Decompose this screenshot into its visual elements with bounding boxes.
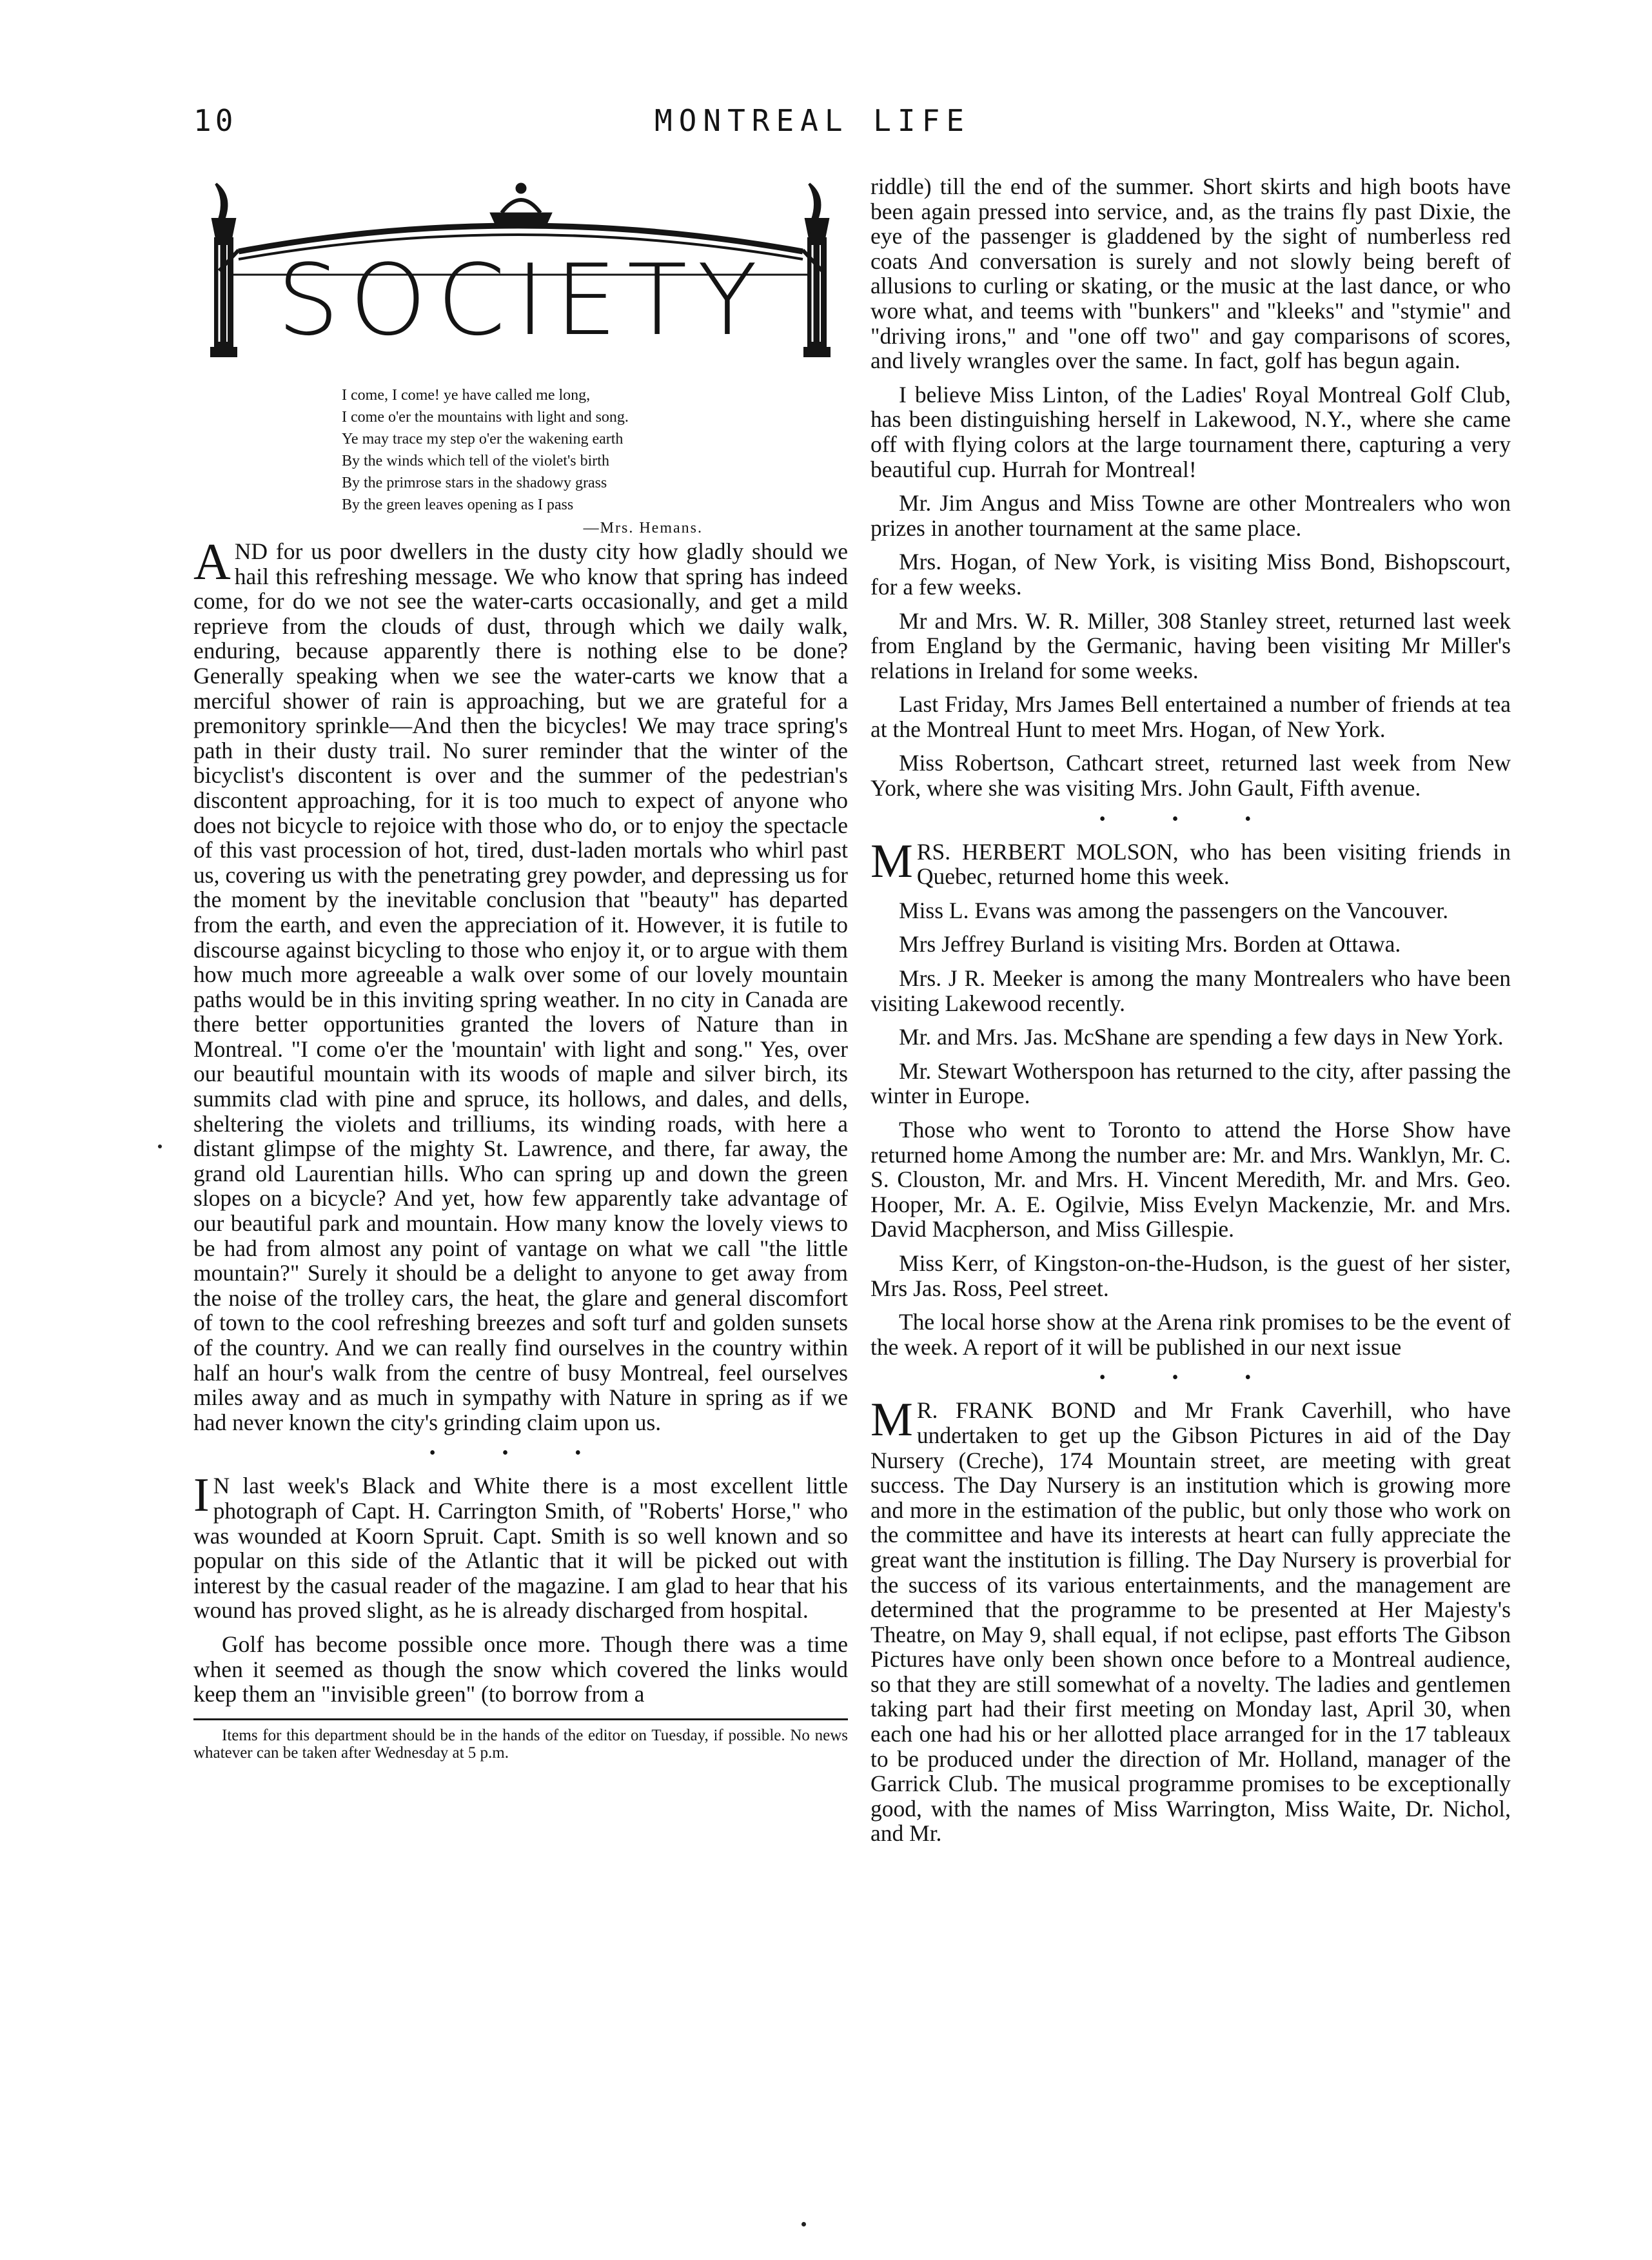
black-and-white-article [193,1469,848,1624]
golf-continued-paragraph: riddle) till the end of the summer. Short skirts and high boots have been again pressed into service, and, as the trains fly past Dixie, the eye of the passenger is gladdened by the sight of numberless red coats And conversation is surely and not slowly being bereft of allusions to curling or skating, or the music at the last dance, or who wore what, and teems with "bunkers" and "kleeks" and "stymie" and "driving irons," and "one off two" and gay comparisons of scores, and lively wrangles over the same. In fact, golf has begun again. [870,173,1511,374]
section-separator: • • • [1099,809,1283,829]
society-item: Miss Kerr, of Kingston-on-the-Hudson, is the guest of her sister, Mrs Jas. Ross, Peel street. [870,1250,1511,1301]
left-column [193,174,848,1771]
editorial-footnote: Items for this department should be in the hands of the editor on Tuesday, if possible. No news whatever can be taken after Wednesday at 5 p.m. [193,1726,848,1762]
poem-line: Ye may trace my step o'er the wakening earth [342,431,624,447]
society-item: Those who went to Toronto to attend the Horse Show have returned home Among the number are: Mr. and Mrs. Wanklyn, Mr. C. S. Clouston, Mr. and Mrs. H. Vincent Meredith, Mr. and Mrs. Geo. Hooper, Mr. A. E. Ogilvie, Miss Evelyn Mackenzie, Mr. and Mrs. David Macpherson, and Miss Gillespie. [870,1117,1511,1243]
society-item: Mr. Jim Angus and Miss Towne are other Montrealers who won prizes in another tournament at the same place. [870,490,1511,541]
page-number: 10 [193,103,237,138]
right-torch-icon [805,184,829,356]
gibson-pictures-article [870,1393,1511,1847]
society-masthead [193,174,848,368]
society-item: Mrs. Hogan, of New York, is visiting Miss Bond, Bishopscourt, for a few weeks. [870,549,1511,600]
society-item: Mr. Stewart Wotherspoon has returned to the city, after passing the winter in Europe. [870,1057,1511,1109]
poem-line: I come, I come! ye have called me long, [342,387,591,404]
society-item: Mr. and Mrs. Jas. McShane are spending a few days in New York. [899,1024,1504,1050]
drop-cap: M [870,834,913,888]
article-text: N last week's Black and White there is a most excellent little photograph of Capt. H. Carrington Smith, of "Roberts' Horse," who was wounded at Koorn Spruit. Capt. Smith is so well known and so popular on this side of the Atlantic that it will be picked out with interest by the casual reader of the magazine. I am glad to hear that his wound has proved slight, as he is already discharged from hospital. [193,1473,848,1624]
society-item: I believe Miss Linton, of the Ladies' Royal Montreal Golf Club, has been distinguishing herself in Lakewood, N.Y., where she came off with flying colors at the large tournament there, capturing a very beautiful cup. Hurrah for Montreal! [870,381,1511,482]
bottom-mark [801,2222,806,2226]
poem-attribution: —Mrs. Hemans. [583,520,703,536]
epigraph-poem [342,384,703,539]
running-head [193,103,1431,148]
society-item: Mrs Jeffrey Burland is visiting Mrs. Borden at Ottawa. [899,931,1401,958]
molson-item [870,834,1511,890]
poem-line: By the primrose stars in the shadowy grass [342,475,607,491]
society-item: Miss Robertson, Cathcart street, returned last week from New York, where she was visiting Mrs. John Gault, Fifth avenue. [870,750,1511,801]
running-title: MONTREAL LIFE [654,103,971,138]
section-separator: • • • [429,1443,613,1464]
item-text: RS. HERBERT MOLSON, who has been visiting friends in Quebec, returned home this week. [916,838,1511,890]
footnote-rule [193,1718,848,1720]
society-item: Last Friday, Mrs James Bell entertained a number of friends at tea at the Montreal Hunt to meet Mrs. Hogan, of New York. [870,691,1511,742]
spring-article [193,534,848,1435]
poem-line: I come o'er the mountains with light and song. [342,409,629,426]
society-item: Miss L. Evans was among the passengers on the Vancouver. [899,897,1449,923]
golf-paragraph: Golf has become possible once more. Though there was a time when it seemed as though the snow which covered the links would keep them an "invisible green" (to borrow from a [193,1631,848,1707]
left-torch-icon [211,184,236,356]
society-item: The local horse show at the Arena rink promises to be the event of the week. A report of it will be published in our next issue [870,1309,1511,1360]
society-item: Mr and Mrs. W. R. Miller, 308 Stanley street, returned last week from England by the Germanic, having been visiting Mr Miller's relations in Ireland for some weeks. [870,607,1511,683]
drop-cap: A [193,534,231,591]
drop-cap: I [193,1469,210,1522]
society-item: Mrs. J R. Meeker is among the many Montrealers who have been visiting Lakewood recently. [870,965,1511,1016]
poem-line: By the winds which tell of the violet's birth [342,453,609,469]
section-separator: • • • [1099,1368,1283,1388]
margin-mark [158,1145,162,1148]
right-column [870,174,1511,1855]
article-text: R. FRANK BOND and Mr Frank Caverhill, who have undertaken to get up the Gibson Pictures in aid of the Day Nursery (Creche), 174 Mountain street, are meeting with great success. The Day Nursery is an institution which is growing more and more in the estimation of the public, but only those who work on the committee and have its interests at heart can fully appreciate the great want the institution is filling. The Day Nursery is proverbial for the success of its various entertainments, and the management are determined that the programme to be presented at Her Majesty's Theatre, on May 9, shall equal, if not eclipse, past efforts The Gibson Pictures have only been shown once before to a Montreal audience, so that they are still somewhat of a novelty. The ladies and gentlemen taking part had their first meeting on Monday last, April 30, when each one had his or her allotted place arranged for in the 17 tableaux to be produced under the direction of Mr. Holland, manager of the Garrick Club. The musical programme promises to be exceptionally good, with the names of Miss Warrington, Miss Waite, Dr. Nichol, and Mr. [870,1397,1511,1847]
article-text: ND for us poor dwellers in the dusty city how gladly should we hail this refreshing message. We who know that spring has indeed come, for do we not see the water-carts occasionally, and get a mild reprieve from the clouds of dust, through which we daily walk, enduring, because apparently there is nothing else to be done? Generally speaking when we see the water-carts we know that a merciful shower of rain is approaching, but we are grateful for a premonitory sprinkle—And then the bicycles! We may trace spring's path in their dusty trail. No surer reminder that the winter of the bicyclist's discontent is over and the summer of the pedestrian's discontent approaching, for it is too much to expect of anyone who does not bicycle to rejoice with those who do, or to enjoy the spectacle of this vast procession of hot, tired, dust-laden mortals who whirl past us, covering us with the penetrating grey powder, and depressing us for the moment by the inevitable conclusion that "beauty" has departed from the earth, and even the appreciation of it. However, it is futile to discourse against bicycling to those who enjoy it, or to argue with them how much more agreeable a walk over some of our lovely mountain paths would be in this inviting spring weather. In no city in Canada are there better opportunities granted the lovers of Nature than in Montreal. "I come o'er the 'mountain' with light and song." Yes, over our beautiful mountain with its woods of maple and silver birch, its summits clad with pine and spruce, its hollows, and dales, and dells, sheltering the violets and trilliums, its winding roads, with here a distant glimpse of the mighty St. Lawrence, and there, far away, the grand old Laurentian hills. Who can spring up and down the green slopes on a bicycle? And yet, how few apparently take advantage of our beautiful park and mountain. How many know the lovely views to be had from almost any point of vantage on what we call "the little mountain?" Surely it should be a delight to anyone to get away from the noise of the trolley cars, the heat, the glare and general discomfort of town to the cool refreshing breezes and soft turf and golden sunsets of the country. And we can really find ourselves in the country within half an hour's walk from the centre of busy Montreal, feel ourselves miles away and as much in sympathy with Nature in spring as if we had never known the city's grinding claim upon us. [193,538,848,1435]
drop-cap: M [870,1393,913,1447]
society-title: SOCIETY [277,243,768,357]
poem-line: By the green leaves opening as I pass [342,496,574,513]
